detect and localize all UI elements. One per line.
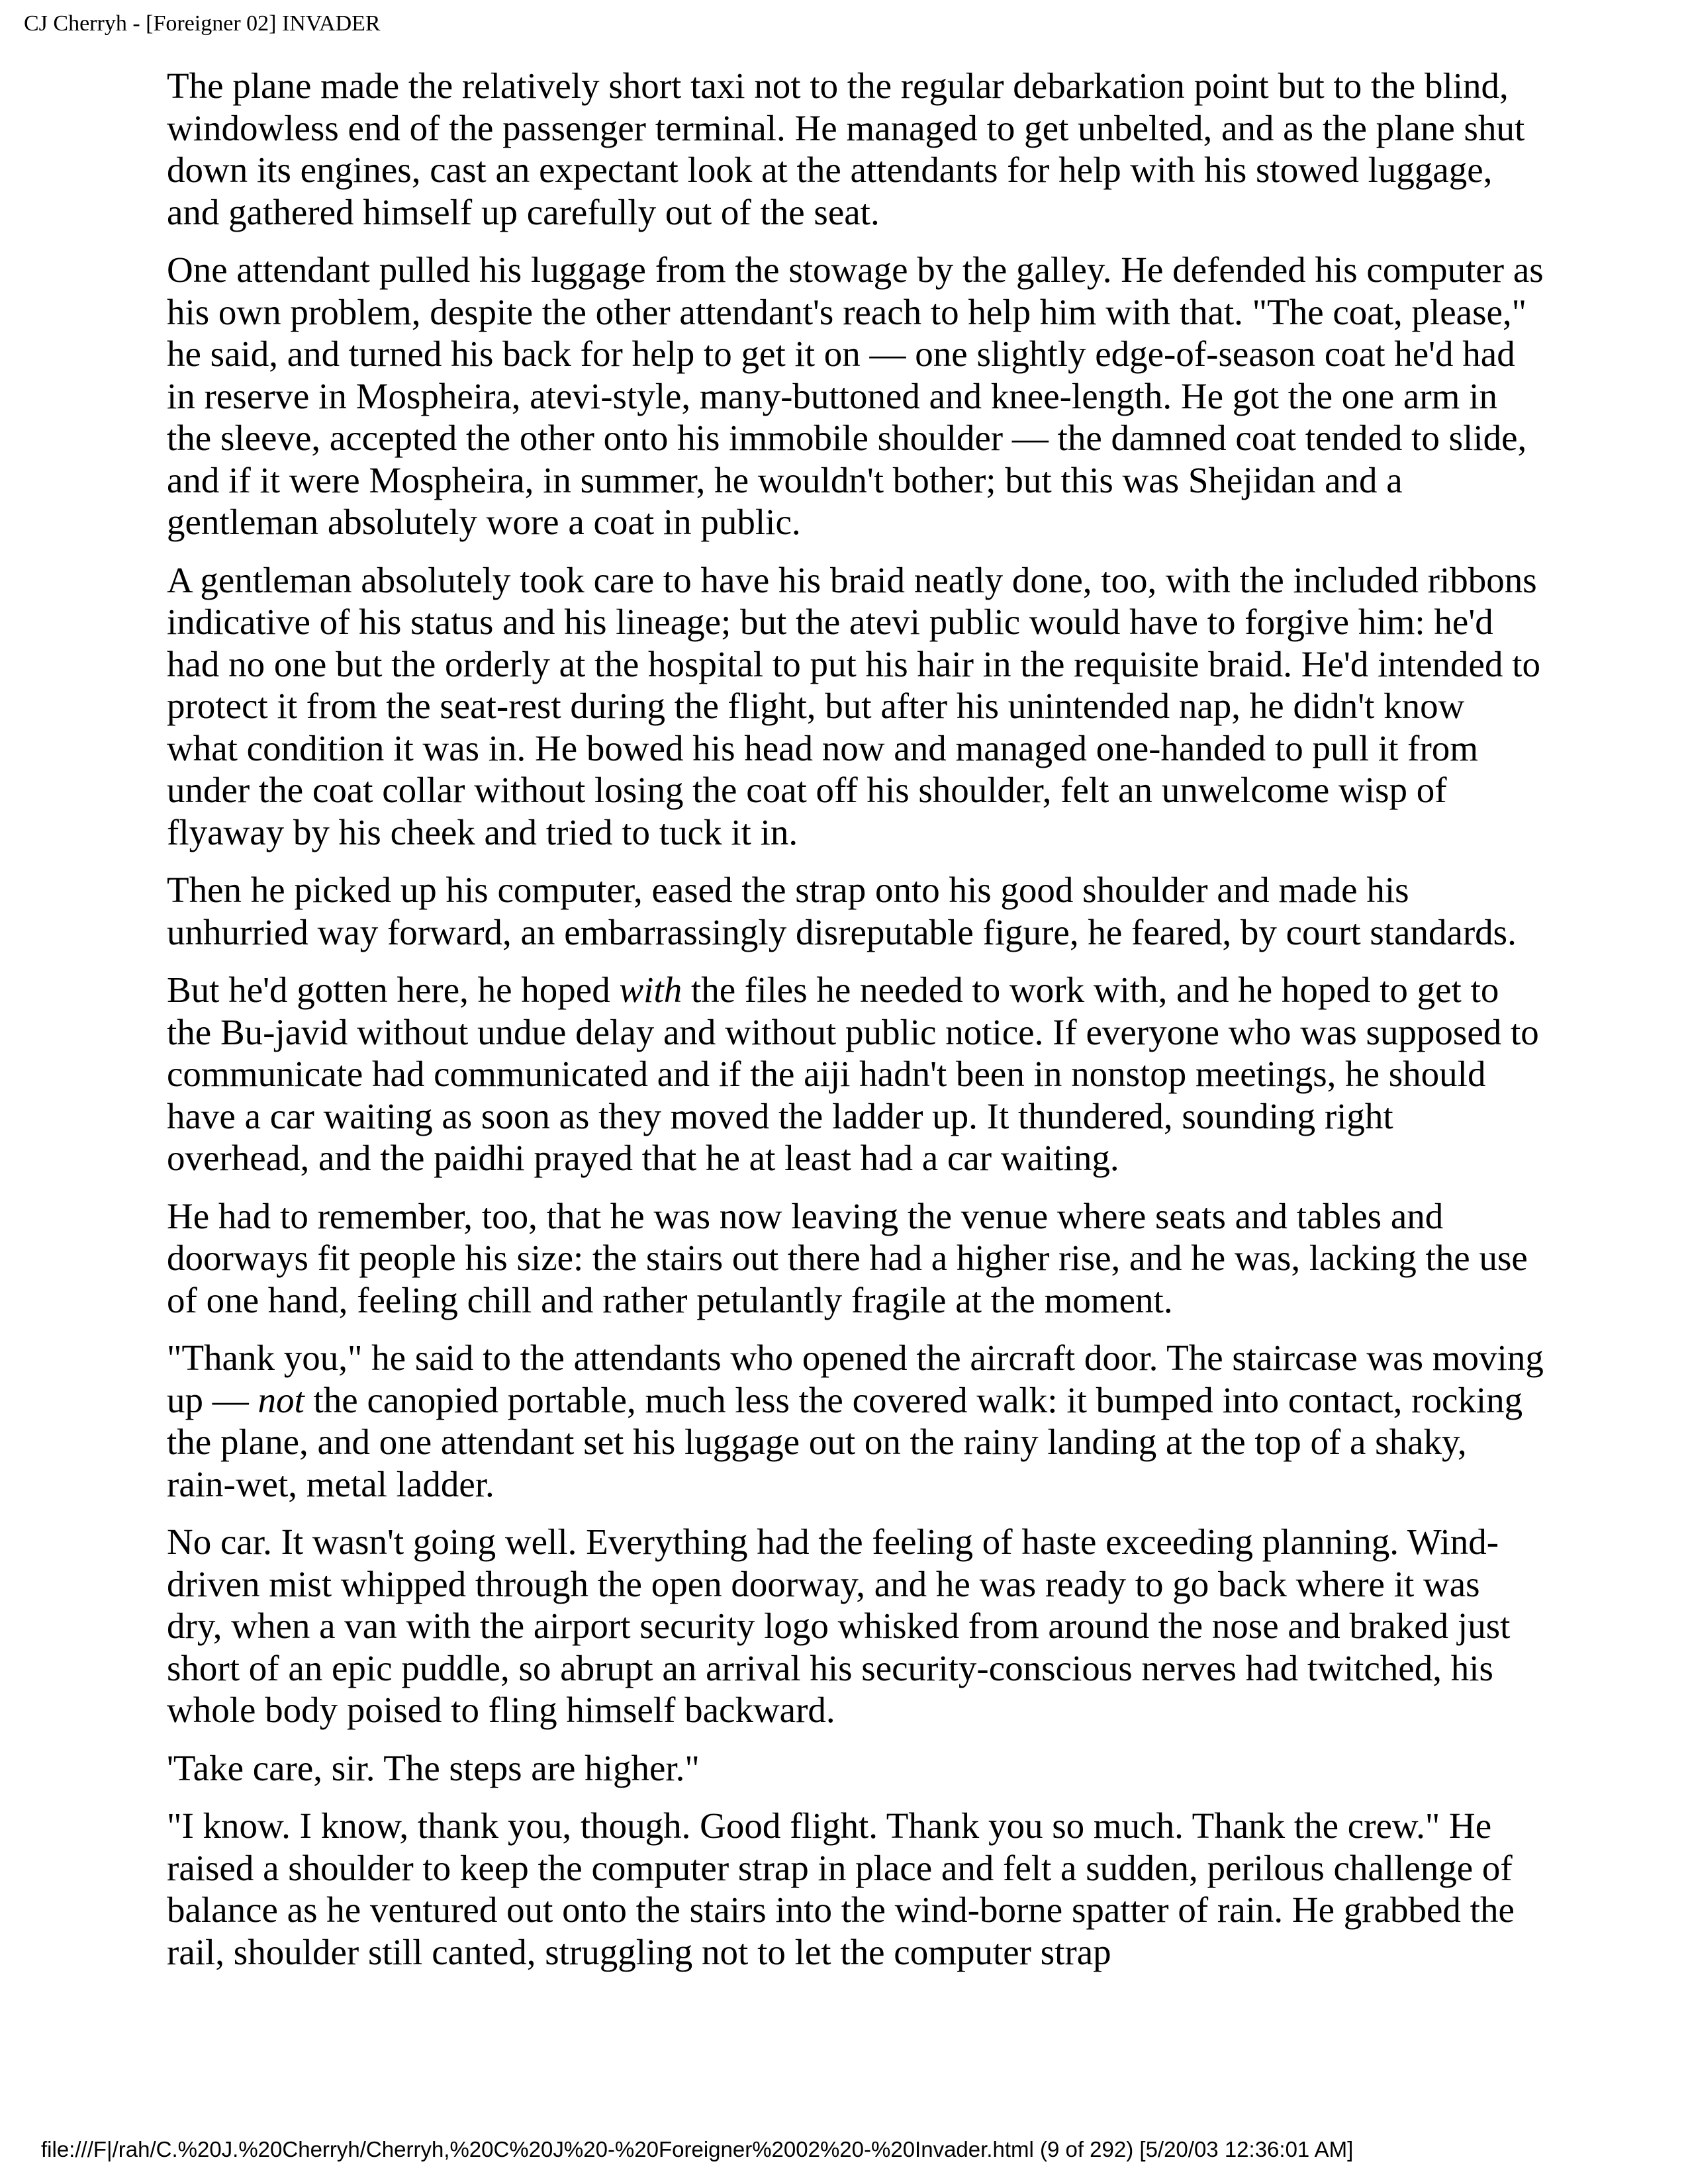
paragraph <box>167 1805 1544 1973</box>
paragraph <box>167 1747 1544 1790</box>
paragraph-text: He had to remember, too, that he was now leaving the venue where seats and tables and doorways fit people his size: the stairs out there had a higher rise, and he was, lacking the use of one hand, feeling chill and rather petulantly fragile at the moment. <box>167 1195 1528 1320</box>
emphasis-text: with <box>619 970 682 1010</box>
paragraph <box>167 1195 1544 1322</box>
paragraph <box>167 65 1544 233</box>
paragraph-text: "Thank you," he said to the attendants who opened the aircraft door. The staircase was moving up — <box>167 1338 1544 1420</box>
paragraph-text: The plane made the relatively short taxi not to the regular debarkation point but to the blind, windowless end of the passenger terminal. He managed to get unbelted, and as the plane shut down its engines, cast an expectant look at the attendants for help with his stowed luggage, and gathered himself up carefully out of the seat. <box>167 66 1525 232</box>
page-footer: file:///F|/rah/C.%20J.%20Cherryh/Cherryh,%20C%20J%20-%20Foreigner%2002%20-%20Invader.html (9 of 292) [5/20/03 12:36:01 AM] <box>41 2137 1354 2161</box>
paragraph <box>167 869 1544 953</box>
paragraph-text: A gentleman absolutely took care to have his braid neatly done, too, with the included ribbons indicative of his status and his lineage; but the atevi public would have to forgive him: he'd had no one but the orderly at the hospital to put his hair in the requisite braid. He'd intended to protect it from the seat-rest during the flight, but after his unintended nap, he didn't know what condition it was in. He bowed his head now and managed one-handed to pull it from under the coat collar without losing the coat off his shoulder, felt an unwelcome wisp of flyaway by his cheek and tried to tuck it in. <box>167 559 1540 852</box>
emphasis-text: not <box>258 1379 305 1420</box>
paragraph-text: One attendant pulled his luggage from the stowage by the galley. He defended his computer as his own problem, despite the other attendant's reach to help him with that. "The coat, please," he said, and turned his back for help to get it on — one slightly edge-of-season coat he'd had in reserve in Mospheira, atevi-style, many-buttoned and knee-length. He got the one arm in the sleeve, accepted the other onto his immobile shoulder — the damned coat tended to slide, and if it were Mospheira, in summer, he wouldn't bother; but this was Shejidan and a gentleman absolutely wore a coat in public. <box>167 250 1544 542</box>
paragraph-text: But he'd gotten here, he hoped <box>167 970 620 1010</box>
paragraph-text: No car. It wasn't going well. Everything had the feeling of haste exceeding planning. Wind-driven mist whipped through the open doorway, and he was ready to go back where it was dry, when a van with the airport security logo whisked from around the nose and braked just short of an epic puddle, so abrupt an arrival his security-conscious nerves had twitched, his whole body poised to fling himself backward. <box>167 1522 1511 1730</box>
paragraph-text: 'Take care, sir. The steps are higher." <box>167 1747 700 1788</box>
paragraph-text: "I know. I know, thank you, though. Good flight. Thank you so much. Thank the crew." He raised a shoulder to keep the computer strap in place and felt a sudden, perilous challenge of balance as he ventured out onto the stairs into the wind-borne spatter of rain. He grabbed the rail, shoulder still canted, struggling not to let the computer strap <box>167 1805 1515 1972</box>
paragraph-text: Then he picked up his computer, eased the strap onto his good shoulder and made his unhurried way forward, an embarrassingly disreputable figure, he feared, by court standards. <box>167 870 1517 952</box>
page-header: CJ Cherryh - [Foreigner 02] INVADER <box>24 11 381 36</box>
paragraph <box>167 1337 1544 1505</box>
paragraph <box>167 559 1544 854</box>
document-body <box>167 65 1544 1989</box>
paragraph <box>167 1521 1544 1731</box>
paragraph-text: the canopied portable, much less the covered walk: it bumped into contact, rocking the plane, and one attendant set his luggage out on the rainy landing at the top of a shaky, rain-wet, metal ladder. <box>167 1379 1523 1504</box>
paragraph <box>167 249 1544 543</box>
paragraph-text: the files he needed to work with, and he hoped to get to the Bu-javid without undue delay and without public notice. If everyone who was supposed to communicate had communicated and if the aiji hadn't been in nonstop meetings, he should have a car waiting as soon as they moved the ladder up. It thundered, sounding right overhead, and the paidhi prayed that he at least had a car waiting. <box>167 970 1539 1178</box>
paragraph <box>167 969 1544 1179</box>
